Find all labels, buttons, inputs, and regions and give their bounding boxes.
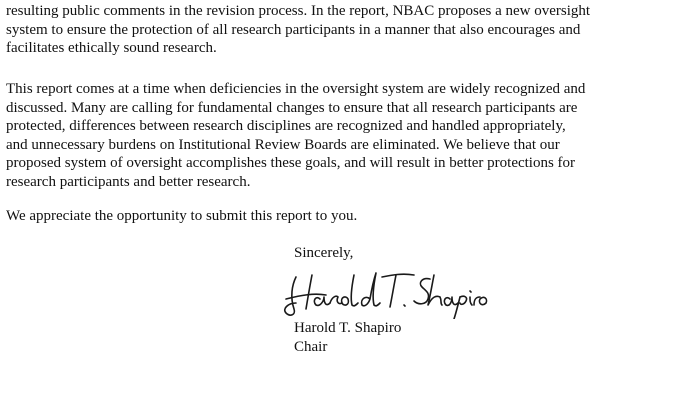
signer-name: Harold T. Shapiro bbox=[294, 320, 402, 336]
signer-title: Chair bbox=[294, 339, 328, 355]
paragraph-line: This report comes at a time when deficiencies in the oversight system are widely recognized and bbox=[6, 81, 586, 97]
paragraph-line: research participants and better research. bbox=[6, 173, 251, 190]
paragraph-line: system to ensure the protection of all research participants in a manner that also encourages and bbox=[6, 21, 581, 38]
paragraph-line: discussed. Many are calling for fundamental changes to ensure that all research participants are bbox=[6, 99, 578, 116]
paragraph-line: protected, differences between research disciplines are recognized and handled appropriately, bbox=[6, 118, 566, 134]
paragraph-line: proposed system of oversight accomplishes these goals, and will result in better protections for bbox=[6, 155, 576, 171]
handwritten-signature bbox=[282, 269, 488, 319]
letter-paragraph-1 bbox=[6, 2, 674, 58]
closing-salutation: Sincerely, bbox=[294, 245, 354, 261]
signer-block bbox=[294, 319, 401, 357]
letter-paragraph-3 bbox=[6, 207, 674, 226]
paragraph-line: We appreciate the opportunity to submit this report to you. bbox=[6, 208, 358, 224]
paragraph-line: facilitates ethically sound research. bbox=[6, 40, 217, 56]
paragraph-line: resulting public comments in the revision process. In the report, NBAC proposes a new oversight bbox=[6, 3, 591, 19]
paragraph-line: and unnecessary burdens on Institutional Review Boards are eliminated. We believe that our bbox=[6, 136, 560, 153]
letter-paragraph-2 bbox=[6, 80, 674, 191]
